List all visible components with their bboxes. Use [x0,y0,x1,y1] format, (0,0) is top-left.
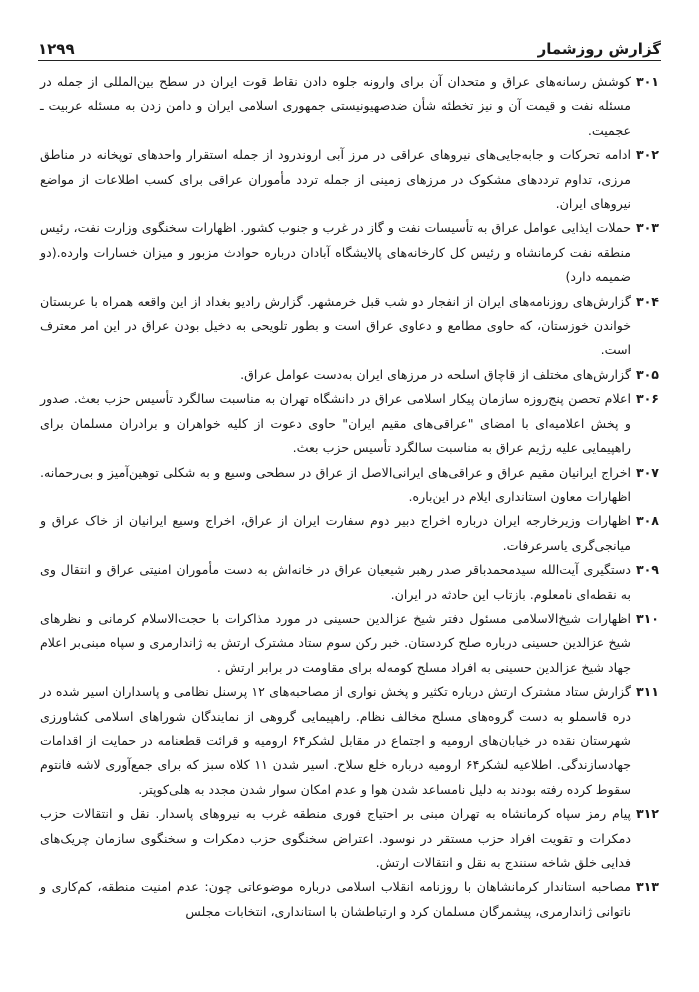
entry-305 [40,363,659,387]
entry-text: مصاحبه استاندار کرمانشاهان با روزنامه انقلاب اسلامی درباره موضوعاتی چون: عدم امنیت منطقه، کم‌کاری و ناتوانی ژاندارمری، پیشمرگان مسلمان کرد و ارتباطشان با استانداری، انتخابات مجلس [40,879,631,919]
entry-number: ۳۰۸ [635,513,659,529]
entry-text: کوشش رسانه‌های عراق و متحدان آن برای وارونه جلوه دادن نقاط قوت ایران در سطح بین‌المللی از جمله در مسئله نفت و قیمت آن و نیز تخطئه شأن ضدصهیونیستی جمهوری اسلامی ایران و دامن زدن به مسئله عربیت ـ عجمیت. [40,74,631,138]
entry-number: ۳۰۶ [635,391,659,407]
entry-text: دستگیری آیت‌الله سیدمحمدباقر صدر رهبر شیعیان عراق در خانه‌اش به دست مأموران امنیتی عراق و انتقال وی به نقطه‌ای نامعلوم. بازتاب این حادثه در ایران. [40,562,631,602]
entry-302 [40,143,659,216]
entry-306 [40,387,659,460]
entry-list [40,70,659,924]
entry-number: ۳۰۴ [635,293,659,309]
page-header [38,30,661,58]
entry-number: ۳۰۱ [635,74,659,89]
entry-text: اخراج ایرانیان مقیم عراق و عراقی‌های ایرانی‌الاصل از عراق در سطحی وسیع و به شکلی توهین‌آمیز و بی‌رحمانه. اظهارات معاون استانداری ایلام در این‌باره. [40,464,631,504]
entry-text: اظهارات شیخ‌الاسلامی مسئول دفتر شیخ عزالدین حسینی در مورد مذاکرات با حجت‌الاسلام کرمانی و نظرهای شیخ عزالدین حسینی درباره صلح کردستان. خبر رکن سوم ستاد مشترک ارتش به ژاندارمری و سپاه مبنی‌بر اعلام جهاد شیخ عزالدین حسینی به افراد مسلح کومه‌له برای مقاومت در برابر ارتش . [40,610,631,675]
running-title: گزارش روزشمار [537,40,661,58]
entry-313 [40,875,659,924]
entry-309 [40,558,659,607]
entry-310 [40,607,659,680]
header-rule [38,60,661,61]
entry-number: ۳۰۲ [635,147,659,163]
entry-text: گزارش ستاد مشترک ارتش درباره تکثیر و پخش نواری از مصاحبه‌های ۱۲ پرسنل نظامی و پاسداران اسیر شده در دره قاسملو به دست گروه‌های مسلح مخالف نظام. راهپیمایی گروهی از نمایندگان شوراهای اسلامی کشاورزی شهرستان نقده در خیابان‌های ارومیه و اجتماع در مقابل لشکر۶۴ ارومیه و قرائت قطعنامه در حمایت از اقدامات جهادسازندگی. اطلاعیه لشکر۶۴ ارومیه درباره خلع سلاح. اسیر شدن ۱۱ کلاه سبز که برای جمع‌آوری لاشه فانتوم سقوط کرده رفته بودند به دلیل نامساعد شدن هوا و عدم امکان سوار شدن مجدد به هلی‌کوپتر. [40,684,632,797]
entry-304 [40,290,659,363]
entry-308 [40,509,659,558]
entry-number: ۳۰۵ [635,366,659,382]
entry-text: پیام رمز سپاه کرمانشاه به تهران مبنی بر احتیاج فوری منطقه غرب به نیروهای پاسدار. نقل و انتقالات حزب دمکرات و تقویت افراد حزب مستقر در نوسود. اعتراض سخنگوی حزب دمکرات و سخنگوی سازمان چریک‌های فدایی خلق شاخه سنندج به نقل و انتقالات ارتش. [40,806,631,870]
entry-text: اظهارات وزیرخارجه ایران درباره اخراج دبیر دوم سفارت ایران از عراق، اخراج وسیع ایرانیان از خاک عراق و میانجی‌گری یاسرعرفات. [40,513,631,553]
entry-text: اعلام تحصن پنج‌روزه سازمان پیکار اسلامی عراق در دانشگاه تهران به مناسبت سالگرد تأسیس حزب بعث. صدور و پخش اعلامیه‌ای با امضای "عراقی‌های مقیم ایران" حاوی دعوت از کلیه خواهران و برادران مسلمان برای راهپیمایی علیه رژیم عراق به مناسبت سالگرد تأسیس حزب بعث. [40,391,631,456]
entry-number: ۳۱۱ [635,684,659,700]
entry-number: ۳۱۲ [635,806,659,822]
entry-number: ۳۱۳ [635,879,659,895]
entry-text: حملات ایذایی عوامل عراق به تأسیسات نفت و گاز در غرب و جنوب کشور. اظهارات سخنگوی وزارت نفت، رئیس منطقه نفت کرمانشاه و رئیس کل کارخانه‌های پالایشگاه آبادان درباره حوادث مزبور و میزان خسارات وارده.(دو ضمیمه دارد) [40,220,631,285]
entry-303 [40,216,659,289]
entry-311 [40,680,659,802]
entry-312 [40,802,659,875]
entry-number: ۳۰۷ [635,464,659,480]
entry-number: ۳۰۳ [635,220,659,236]
entry-text: گزارش‌های روزنامه‌های ایران از انفجار دو شب قبل خرمشهر. گزارش رادیو بغداد از این واقعه همراه با عربستان خواندن خوزستان، که حاوی مطامع و دعاوی عراق است و بطور تلویحی به دخیل بودن عراق در این امر معترف است. [40,293,631,358]
entry-number: ۳۰۹ [635,562,659,578]
entry-text: گزارش‌های مختلف از قاچاق اسلحه در مرزهای ایران به‌دست عوامل عراق. [240,366,631,382]
entry-307 [40,461,659,510]
entry-301 [40,70,659,143]
entry-text: ادامه تحرکات و جابه‌جایی‌های نیروهای عراقی در مرز آبی اروندرود از جمله استقرار واحدهای توپخانه در مناطق مرزی، تداوم ترددهای مشکوک در مرزهای زمینی از جمله تردد مأموران عراقی برای کسب اطلاعات از مواضع نیروهای ایران. [40,147,631,212]
entry-number: ۳۱۰ [635,610,659,626]
page-number: ۱۲۹۹ [38,40,75,58]
